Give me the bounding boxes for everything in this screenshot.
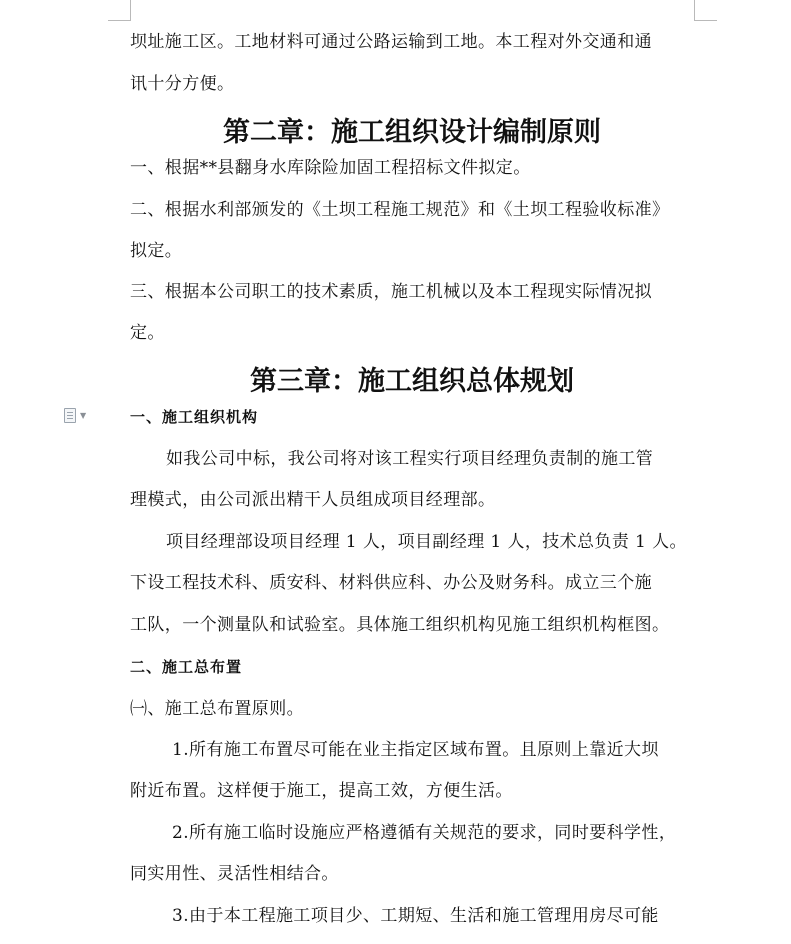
caret-down-icon: ▼ [80, 410, 87, 420]
body-paragraph: 1.所有施工布置尽可能在业主指定区域布置。且原则上靠近大坝 [172, 740, 659, 760]
body-paragraph: 下设工程技术科、质安科、材料供应科、办公及财务科。成立三个施 [130, 573, 652, 593]
chapter-heading: 第三章：施工组织总体规划 [250, 366, 574, 397]
document-icon [64, 408, 76, 423]
page-corner-mark-left [108, 0, 131, 21]
section-heading: 二、施工总布置 [130, 658, 243, 676]
body-paragraph: 2.所有施工临时设施应严格遵循有关规范的要求，同时要科学性， [172, 823, 677, 843]
body-paragraph: 二、根据水利部颁发的《土坝工程施工规范》和《土坝工程验收标准》 [130, 200, 670, 220]
body-paragraph: 讯十分方便。 [130, 74, 235, 94]
document-outline-icon[interactable] [64, 407, 92, 423]
chapter-heading: 第二章：施工组织设计编制原则 [223, 117, 601, 148]
body-paragraph: 定。 [130, 323, 165, 343]
section-heading: 一、施工组织机构 [130, 408, 259, 426]
body-paragraph: 三、根据本公司职工的技术素质，施工机械以及本工程现实际情况拟 [130, 282, 652, 302]
body-paragraph: 项目经理部设项目经理 1 人，项目副经理 1 人，技术总负责 1 人。 [166, 532, 687, 552]
body-paragraph: 一、根据**县翻身水库除险加固工程招标文件拟定。 [130, 158, 531, 178]
body-paragraph: 工队，一个测量队和试验室。具体施工组织机构见施工组织机构框图。 [130, 615, 670, 635]
body-paragraph: 同实用性、灵活性相结合。 [130, 864, 339, 884]
page-corner-mark-right [694, 0, 717, 21]
body-paragraph: 理模式，由公司派出精干人员组成项目经理部。 [130, 490, 496, 510]
body-paragraph: 3.由于本工程施工项目少、工期短、生活和施工管理用房尽可能 [172, 906, 659, 926]
body-paragraph: 如我公司中标，我公司将对该工程实行项目经理负责制的施工管 [166, 449, 654, 469]
body-paragraph: 坝址施工区。工地材料可通过公路运输到工地。本工程对外交通和通 [130, 32, 652, 52]
body-paragraph: 拟定。 [130, 241, 183, 261]
body-paragraph: 附近布置。这样便于施工，提高工效，方便生活。 [130, 781, 513, 801]
body-paragraph: ㈠、施工总布置原则。 [130, 699, 304, 719]
